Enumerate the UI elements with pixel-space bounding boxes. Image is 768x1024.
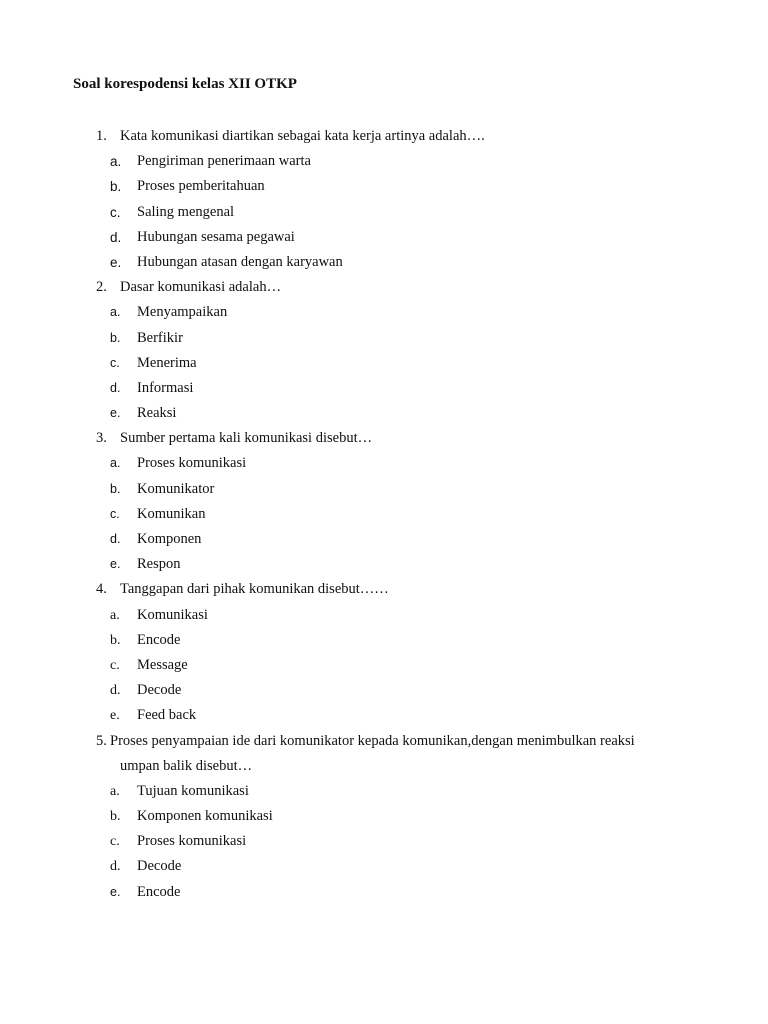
- question-4: [0, 577, 768, 602]
- option-label: c.: [110, 657, 120, 673]
- question-5: [0, 729, 768, 754]
- option-label: c.: [110, 355, 120, 370]
- option-label: b.: [110, 179, 122, 195]
- option-text: Proses komunikasi: [137, 455, 247, 472]
- option-item: [0, 477, 768, 502]
- option-item: [0, 326, 768, 351]
- question-text-continued: umpan balik disebut…: [120, 757, 253, 774]
- option-label: d.: [110, 859, 121, 875]
- option-text: Menerima: [137, 354, 197, 371]
- option-item: [0, 527, 768, 552]
- option-label: a.: [110, 783, 120, 799]
- option-label: b.: [110, 330, 121, 345]
- option-item: [0, 149, 768, 174]
- option-label: b.: [110, 809, 121, 825]
- option-text: Encode: [137, 883, 181, 900]
- option-text: Feed back: [137, 707, 197, 724]
- option-item: [0, 451, 768, 476]
- option-item: [0, 603, 768, 628]
- option-item: [0, 804, 768, 829]
- option-label: d.: [110, 683, 121, 699]
- option-item: [0, 250, 768, 275]
- option-label: d.: [110, 532, 121, 546]
- option-item: [0, 401, 768, 426]
- option-label: e.: [110, 254, 122, 270]
- option-item: [0, 779, 768, 804]
- question-text: Proses penyampaian ide dari komunikator kepada komunikan,dengan menimbulkan reaksi: [110, 732, 635, 749]
- option-label: c.: [110, 506, 120, 521]
- option-text: Komunikan: [137, 505, 206, 522]
- option-label: e.: [110, 884, 121, 899]
- option-label: a.: [110, 305, 121, 320]
- option-label: b.: [110, 481, 121, 496]
- option-text: Saling mengenal: [137, 203, 235, 220]
- option-text: Pengiriman penerimaan warta: [137, 153, 311, 170]
- question-text: Dasar komunikasi adalah…: [120, 279, 282, 296]
- option-item: [0, 351, 768, 376]
- option-text: Message: [137, 656, 188, 673]
- question-list: [0, 124, 768, 905]
- question-text: Sumber pertama kali komunikasi disebut…: [120, 430, 373, 447]
- question-3: [0, 426, 768, 451]
- option-item: [0, 376, 768, 401]
- option-label: b.: [110, 632, 121, 648]
- option-text: Respon: [137, 556, 181, 573]
- option-text: Komunikasi: [137, 606, 208, 623]
- question-text: Tanggapan dari pihak komunikan disebut……: [120, 581, 389, 598]
- option-item: [0, 225, 768, 250]
- option-text: Proses komunikasi: [137, 833, 247, 850]
- question-number: 3.: [96, 430, 107, 447]
- option-item: [0, 502, 768, 527]
- option-item: [0, 854, 768, 879]
- option-text: Menyampaikan: [137, 304, 228, 321]
- option-label: a.: [110, 456, 121, 471]
- option-text: Proses pemberitahuan: [137, 178, 265, 195]
- option-label: e.: [110, 708, 120, 724]
- option-text: Komponen komunikasi: [137, 808, 273, 825]
- option-item: [0, 300, 768, 325]
- option-item: [0, 552, 768, 577]
- question-number: 2.: [96, 279, 107, 296]
- option-label: d.: [110, 229, 122, 245]
- option-label: c.: [110, 834, 120, 850]
- question-2: [0, 275, 768, 300]
- option-item: [0, 653, 768, 678]
- option-text: Tujuan komunikasi: [137, 782, 249, 799]
- option-label: c.: [110, 204, 121, 220]
- option-item: [0, 880, 768, 905]
- option-text: Komponen: [137, 531, 202, 547]
- option-label: a.: [110, 154, 122, 170]
- option-text: Komunikator: [137, 480, 215, 497]
- option-text: Reaksi: [137, 405, 177, 422]
- option-text: Encode: [137, 631, 181, 648]
- option-label: d.: [110, 380, 121, 395]
- option-item: [0, 829, 768, 854]
- question-continuation: [0, 754, 768, 779]
- option-label: e.: [110, 406, 121, 421]
- page-title: Soal korespodensi kelas XII OTKP: [73, 76, 297, 92]
- option-text: Berfikir: [137, 329, 183, 346]
- option-item: [0, 703, 768, 728]
- option-item: [0, 678, 768, 703]
- question-1: [0, 124, 768, 149]
- option-text: Decode: [137, 682, 182, 699]
- question-number: 5.: [96, 732, 107, 749]
- option-item: [0, 200, 768, 225]
- option-item: [0, 174, 768, 199]
- option-text: Informasi: [137, 379, 194, 396]
- option-label: a.: [110, 607, 120, 623]
- option-text: Hubungan sesama pegawai: [137, 228, 295, 245]
- option-label: e.: [110, 557, 121, 572]
- question-number: 1.: [96, 128, 107, 144]
- option-text: Decode: [137, 858, 182, 875]
- question-number: 4.: [96, 581, 107, 598]
- option-text: Hubungan atasan dengan karyawan: [137, 253, 343, 270]
- option-item: [0, 628, 768, 653]
- question-text: Kata komunikasi diartikan sebagai kata kerja artinya adalah….: [120, 128, 485, 144]
